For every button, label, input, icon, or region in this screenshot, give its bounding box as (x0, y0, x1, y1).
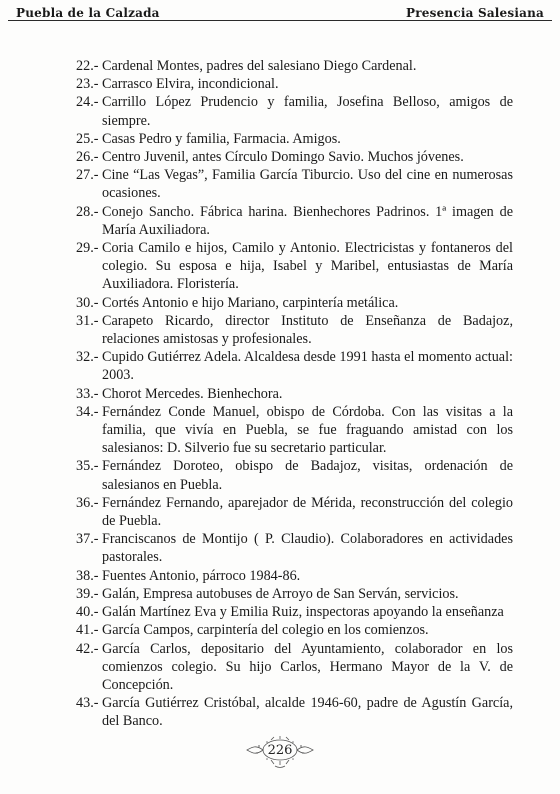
entry-text: Carrillo López Prudencio y familia, Josefina Belloso, amigos de siempre. (102, 94, 513, 129)
header-rule (8, 20, 552, 21)
list-item (76, 640, 513, 695)
entry-number: 24.- (76, 94, 103, 111)
entry-number: 29.- (76, 240, 103, 257)
entry-number: 26.- (76, 149, 103, 166)
list-item (76, 494, 513, 530)
entry-text: García Campos, carpintería del colegio en los comienzos. (102, 622, 429, 639)
entry-number: 34.- (76, 403, 103, 420)
list-item (76, 130, 513, 148)
entry-number: 32.- (76, 349, 103, 366)
page-folio (245, 736, 315, 770)
entry-text: Centro Juvenil, antes Círculo Domingo Savio. Muchos jóvenes. (102, 149, 464, 166)
entry-number: 23.- (76, 76, 103, 93)
list-item (76, 312, 513, 348)
entry-number: 43.- (76, 695, 103, 712)
list-item (76, 385, 513, 403)
list-item (76, 694, 513, 730)
running-header (16, 2, 544, 20)
list-item (76, 239, 513, 294)
entry-number: 25.- (76, 130, 103, 147)
list-item (76, 621, 513, 639)
list-item (76, 403, 513, 458)
entry-number: 31.- (76, 312, 103, 329)
entry-text: Fernández Conde Manuel, obispo de Córdoba. Con las visitas a la familia, que vivía en Puebla, se fue fraguando amistad con los salesianos: D. Silverio fue su secretario particular. (102, 403, 513, 457)
entry-number: 33.- (76, 385, 103, 402)
entry-text: Cortés Antonio e hijo Mariano, carpintería metálica. (102, 294, 399, 311)
list-item (76, 148, 513, 166)
entry-text: Casas Pedro y familia, Farmacia. Amigos. (102, 130, 341, 147)
entry-text: Franciscanos de Montijo ( P. Claudio). Colaboradores en actividades pastorales. (102, 531, 513, 566)
entry-text: Carapeto Ricardo, director Instituto de Enseñanza de Badajoz, relaciones amistosas y profesionales. (102, 312, 513, 348)
entry-number: 27.- (76, 167, 103, 184)
entry-text: Chorot Mercedes. Bienhechora. (102, 385, 283, 402)
entry-text: Conejo Sancho. Fábrica harina. Bienhechores Padrinos. 1ª imagen de María Auxiliadora. (102, 203, 513, 238)
header-book-title: Puebla de la Calzada (16, 6, 160, 20)
entry-text: Fernández Fernando, aparejador de Mérida, reconstrucción del colegio de Puebla. (102, 494, 513, 530)
entry-number: 36.- (76, 494, 103, 511)
entry-text: Fuentes Antonio, párroco 1984-86. (102, 567, 301, 584)
entry-text: García Gutiérrez Cristóbal, alcalde 1946-60, padre de Agustín García, del Banco. (102, 695, 513, 730)
list-item (76, 166, 513, 202)
entry-text: Cupido Gutiérrez Adela. Alcaldesa desde 1991 hasta el momento actual: 2003. (102, 349, 513, 384)
entry-number: 38.- (76, 567, 103, 584)
list-item (76, 75, 513, 93)
entry-text: Galán, Empresa autobuses de Arroyo de San Serván, servicios. (102, 585, 459, 602)
entry-number: 39.- (76, 585, 103, 602)
list-item (76, 530, 513, 566)
entry-number: 28.- (76, 203, 103, 220)
entry-text: Galán Martínez Eva y Emilia Ruiz, inspectoras apoyando la enseñanza (102, 604, 504, 621)
list-item (76, 585, 513, 603)
list-item (76, 294, 513, 312)
list-item (76, 57, 513, 75)
entry-text: Cardenal Montes, padres del salesiano Diego Cardenal. (102, 58, 417, 74)
entry-number: 30.- (76, 294, 103, 311)
entry-text: Coria Camilo e hijos, Camilo y Antonio. Electricistas y fontaneros del colegio. Su esposa e hija, Isabel y Maribel, entusiastas de María Auxiliadora. Floristería. (102, 240, 513, 293)
list-item (76, 457, 513, 493)
list-item (76, 93, 513, 129)
entry-number: 35.- (76, 458, 103, 475)
list-item (76, 603, 513, 621)
entry-text: Cine “Las Vegas”, Familia García Tiburcio. Uso del cine en numerosas ocasiones. (102, 167, 513, 202)
list-item (76, 203, 513, 239)
entry-number: 22.- (76, 58, 103, 74)
list-item (76, 567, 513, 585)
list-item (76, 348, 513, 384)
entry-number: 42.- (76, 640, 103, 657)
entry-number: 40.- (76, 604, 103, 621)
entry-list (76, 57, 513, 731)
entry-number: 41.- (76, 622, 103, 639)
header-section-title: Presencia Salesiana (406, 6, 544, 20)
entry-text: Carrasco Elvira, incondicional. (102, 76, 279, 93)
entry-text: García Carlos, depositario del Ayuntamiento, colaborador en los comienzos colegio. Su hijo Carlos, Hermano Mayor de la V. de Concepción. (102, 640, 513, 693)
entry-text: Fernández Doroteo, obispo de Badajoz, visitas, ordenación de salesianos en Puebla. (102, 458, 513, 493)
page-number: 226 (267, 743, 293, 758)
entry-number: 37.- (76, 531, 103, 548)
